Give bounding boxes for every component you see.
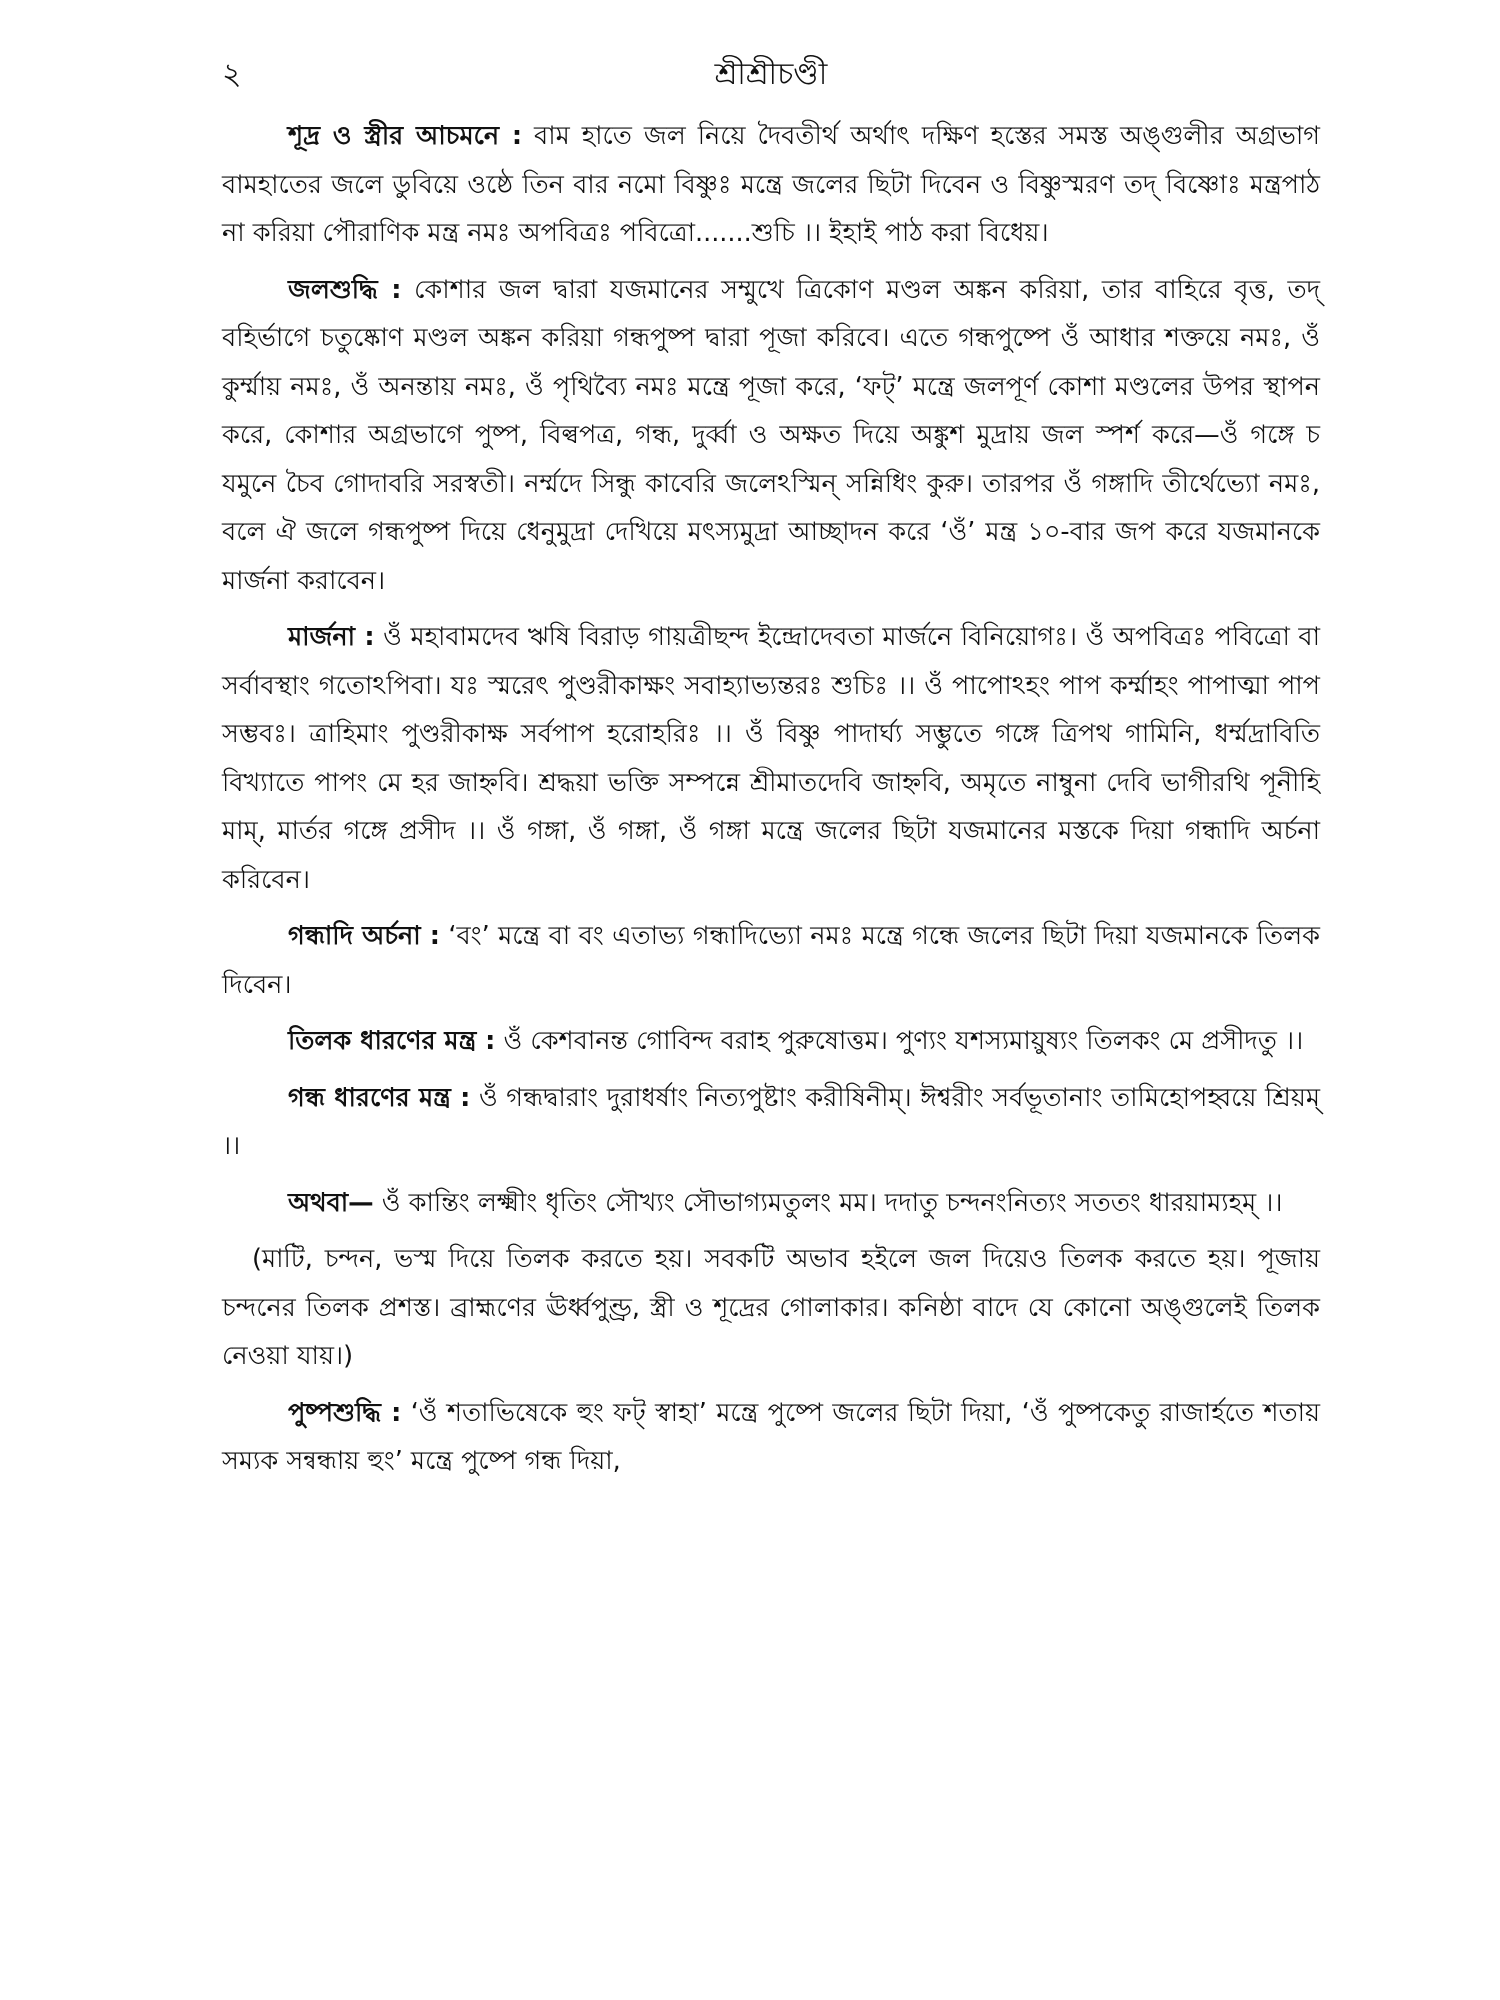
paragraph-text: ওঁ মহাবামদেব ঋষি বিরাড় গায়ত্রীছন্দ ইন্দ্রোদেবতা মার্জনে বিনিয়োগঃ। ওঁ অপবিত্রঃ পবিত্রো বা সর্বাবস্থাং গতোঽপিবা। যঃ স্মরেৎ পুণ্ডরীকাক্ষং সবাহ্যাভ্যন্তরঃ শুচিঃ ।। ওঁ পাপোঽহং পাপ কর্ম্মাহং পাপাত্মা পাপ সম্ভবঃ। ত্রাহিমাং পুণ্ডরীকাক্ষ সর্বপাপ হরোহরিঃ ।। ওঁ বিষ্ণু পাদার্ঘ্য সম্ভুতে গঙ্গে ত্রিপথ গামিনি, ধর্ম্মদ্রাবিতি বিখ্যাতে পাপং মে হর জাহ্নবি। শ্রদ্ধয়া ভক্তি সম্পন্নে শ্রীমাতদেবি জাহ্নবি, অমৃতে নাম্বুনা দেবি ভাগীরথি পূনীহি মাম্, মার্তর গঙ্গে প্রসীদ ।। ওঁ গঙ্গা, ওঁ গঙ্গা, ওঁ গঙ্গা মন্ত্রে জলের ছিটা যজমানের মস্তকে দিয়া গন্ধাদি অর্চনা করিবেন। <box>222 622 1321 895</box>
page-number: ২ <box>222 57 242 92</box>
paragraph-shudra-achaman <box>222 112 1320 258</box>
paragraph-text: বাম হাতে জল নিয়ে দৈবতীর্থ অর্থাৎ দক্ষিণ হস্তের সমস্ত অঙ্গুলীর অগ্রভাগ বামহাতের জলে ডুবিয়ে ওষ্ঠে তিন বার নমো বিষ্ণুঃ মন্ত্রে জলের ছিটা দিবেন ও বিষ্ণুস্মরণ তদ্ বিষ্ণোঃ মন্ত্রপাঠ না করিয়া পৌরাণিক মন্ত্র নমঃ অপবিত্রঃ পবিত্রো.......শুচি ।। ইহাই পাঠ করা বিধেয়। <box>222 121 1320 248</box>
paragraph-gandhadi-archana <box>222 912 1320 1009</box>
section-term: পুষ্পশুদ্ধি : <box>288 1397 402 1428</box>
paragraph-jalashuddhi <box>222 266 1320 606</box>
paragraph-pushpashuddhi <box>222 1389 1320 1486</box>
section-term: গন্ধ ধারণের মন্ত্র : <box>288 1082 471 1113</box>
paragraph-text: (মাটি, চন্দন, ভস্ম দিয়ে তিলক করতে হয়। সবকটি অভাব হইলে জল দিয়েও তিলক করতে হয়। পূজায় চন্দনের তিলক প্রশস্ত। ব্রাহ্মণের ঊর্ধ্বপুণ্ড্র, স্ত্রী ও শূদ্রের গোলাকার। কনিষ্ঠা বাদে যে কোনো অঙ্গুলেই তিলক নেওয়া যায়।) <box>222 1244 1320 1371</box>
section-term: শূদ্র ও স্ত্রীর আচমনে : <box>288 121 523 151</box>
paragraph-text: ওঁ কেশবানন্ত গোবিন্দ বরাহ পুরুষোত্তম। পুণ্যং যশস্যমায়ুষ্যং তিলকং মে প্রসীদতু ।। <box>495 1026 1304 1056</box>
paragraph-text: ‘ওঁ শতাভিষেকে হুং ফট্ স্বাহা’ মন্ত্রে পুষ্পে জলের ছিটা দিয়া, ‘ওঁ পুষ্পকেতু রাজার্হতে শতায় সম্যক সন্বন্ধায় হুং’ মন্ত্রে পুষ্পে গন্ধ দিয়া, <box>222 1397 1320 1476</box>
paragraph-tilak-mantra <box>222 1017 1320 1066</box>
paragraph-tilak-note <box>222 1235 1320 1381</box>
paragraph-text: ‘বং’ মন্ত্রে বা বং এতাভ্য গন্ধাদিভ্যো নমঃ মন্ত্রে গন্ধে জলের ছিটা দিয়া যজমানকে তিলক দিবেন। <box>222 921 1320 1000</box>
page-header <box>222 50 1320 100</box>
paragraph-text: কোশার জল দ্বারা যজমানের সম্মুখে ত্রিকোণ মণ্ডল অঙ্কন করিয়া, তার বাহিরে বৃত্ত, তদ্ বহির্ভাগে চতুষ্কোণ মণ্ডল অঙ্কন করিয়া গন্ধপুষ্প দ্বারা পূজা করিবে। এতে গন্ধপুষ্পে ওঁ আধার শক্তয়ে নমঃ, ওঁ কুর্ম্মায় নমঃ, ওঁ অনন্তায় নমঃ, ওঁ পৃথিব্যৈ নমঃ মন্ত্রে পূজা করে, ‘ফট্’ মন্ত্রে জলপূর্ণ কোশা মণ্ডলের উপর স্থাপন করে, কোশার অগ্রভাগে পুষ্প, বিল্বপত্র, গন্ধ, দুর্ব্বা ও অক্ষত দিয়ে অঙ্কুশ মুদ্রায় জল স্পর্শ করে—ওঁ গঙ্গে চ যমুনে চৈব গোদাবরি সরস্বতী। নর্ম্মদে সিন্ধু কাবেরি জলেঽস্মিন্ সন্নিধিং কুরু। তারপর ওঁ গঙ্গাদি তীর্থেভ্যো নমঃ, বলে ঐ জলে গন্ধপুষ্প দিয়ে ধেনুমুদ্রা দেখিয়ে মৎস্যমুদ্রা আচ্ছাদন করে ‘ওঁ’ মন্ত্র ১০-বার জপ করে যজমানকে মার্জনা করাবেন। <box>222 274 1320 596</box>
paragraph-gandha-mantra <box>222 1074 1320 1171</box>
body-text <box>222 112 1320 1494</box>
section-term: তিলক ধারণের মন্ত্র : <box>288 1026 496 1056</box>
paragraph-text: ওঁ কান্তিং লক্ষ্মীং ধৃতিং সৌখ্যং সৌভাগ্যমতুলং মম। দদাতু চন্দনংনিত্যং সততং ধারয়াম্যহম্ ।। <box>373 1187 1283 1218</box>
section-term: অথবা— <box>288 1187 374 1218</box>
paragraph-text: ওঁ গন্ধদ্বারাং দুরাধর্ষাং নিত্যপুষ্টাং করীষিনীম্। ঈশ্বরীং সর্বভূতানাং তামিহোপহ্বয়ে শ্রিয়ম্ ।। <box>222 1082 1321 1161</box>
section-term: জলশুদ্ধি : <box>288 274 402 305</box>
section-term: মার্জনা : <box>288 622 375 652</box>
paragraph-marjana <box>222 613 1320 904</box>
paragraph-athaba <box>222 1179 1320 1228</box>
running-title: শ্রীশ্রীচণ্ডী <box>714 57 828 92</box>
section-term: গন্ধাদি অর্চনা : <box>288 921 440 951</box>
